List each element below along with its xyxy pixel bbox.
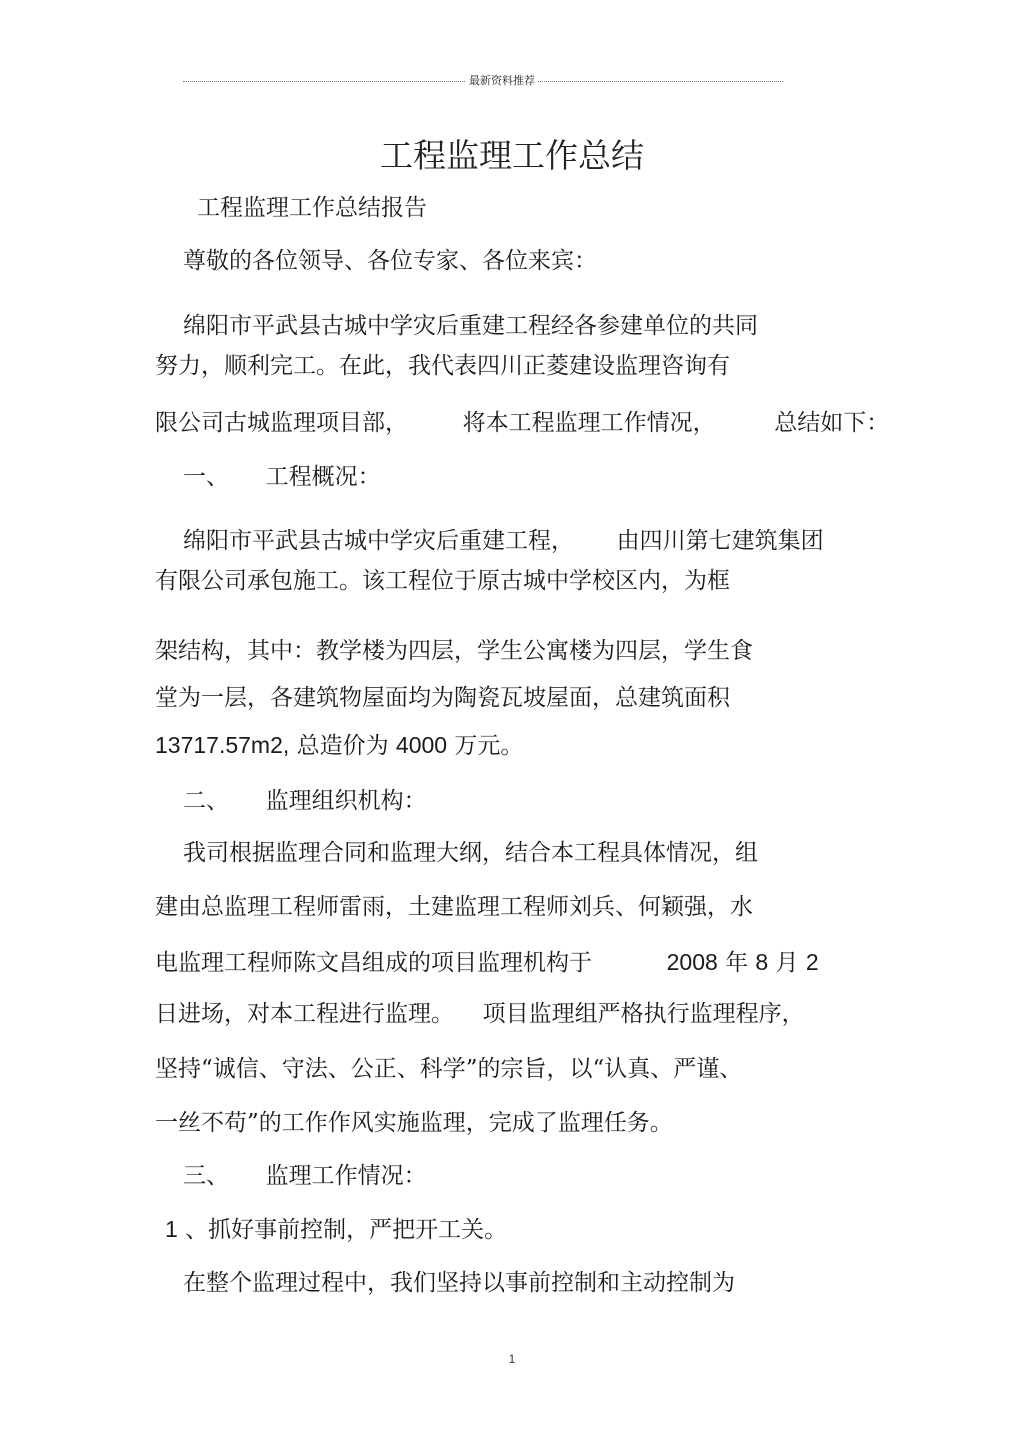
start-year: 2008	[666, 949, 718, 975]
paragraph-line: 在整个监理过程中，我们坚持以事前控制和主动控制为	[183, 1270, 735, 1296]
item-number: 1	[165, 1216, 178, 1242]
text-segment: 电监理工程师陈文昌组成的项目监理机构于	[155, 950, 592, 976]
text-segment: 年	[717, 950, 756, 976]
greeting: 尊敬的各位领导、各位专家、各位来宾：	[183, 248, 597, 274]
paragraph-line	[155, 408, 889, 438]
section-heading-text: 监理工作情况：	[265, 1163, 427, 1189]
document-title: 工程监理工作总结	[380, 136, 644, 175]
section-heading	[183, 462, 381, 492]
section-heading-text: 工程概况：	[265, 464, 381, 490]
section-number: 一、	[183, 464, 229, 490]
header-label: 最新资料推荐	[466, 74, 538, 88]
text-segment: 月	[768, 950, 806, 976]
item-text: 、抓好事前控制，严把开工关。	[177, 1217, 508, 1243]
paragraph-line: 架结构，其中：教学楼为四层，学生公寓楼为四层，学生食	[155, 638, 753, 664]
list-item	[165, 1214, 507, 1245]
section-heading	[183, 786, 427, 816]
paragraph-line: 坚持“诚信、守法、公正、科学”的宗旨，以“认真、严谨、	[155, 1056, 743, 1082]
text-segment: 绵阳市平武县古城中学灾后重建工程，	[183, 528, 574, 554]
section-number: 二、	[183, 788, 229, 814]
paragraph-line	[155, 947, 819, 978]
paragraph-line	[155, 999, 805, 1029]
text-segment: 万元。	[447, 733, 524, 759]
paragraph-line: 建由总监理工程师雷雨，土建监理工程师刘兵、何颖强，水	[155, 894, 753, 920]
text-segment: 将本工程监理工作情况，	[462, 410, 716, 436]
total-cost: 4000	[395, 732, 448, 758]
section-heading	[183, 1161, 427, 1191]
start-month: 8	[755, 949, 769, 975]
section-heading-text: 监理组织机构：	[265, 788, 427, 814]
text-segment: 日进场，对本工程进行监理。	[155, 1001, 454, 1027]
paragraph-line: 一丝不苟”的工作作风实施监理，完成了监理任务。	[155, 1110, 673, 1136]
building-area: 13717.57m2,	[155, 732, 290, 758]
section-number: 三、	[183, 1163, 229, 1189]
text-segment: 限公司古城监理项目部，	[155, 410, 408, 436]
text-segment: 由四川第七建筑集团	[616, 528, 824, 554]
start-day: 2	[805, 949, 819, 975]
paragraph-line: 堂为一层，各建筑物屋面均为陶瓷瓦坡屋面，总建筑面积	[155, 685, 730, 711]
document-subtitle: 工程监理工作总结报告	[197, 195, 427, 221]
text-segment: 项目监理组严格执行监理程序，	[482, 1001, 805, 1027]
paragraph-line	[155, 730, 523, 761]
text-segment: 总结如下：	[774, 410, 890, 436]
paragraph-line: 绵阳市平武县古城中学灾后重建工程经各参建单位的共同	[183, 313, 758, 339]
page-number: 1	[508, 1352, 516, 1366]
text-segment: 总造价为	[289, 733, 396, 759]
paragraph-line	[183, 526, 824, 556]
paragraph-line: 我司根据监理合同和监理大纲，结合本工程具体情况，组	[183, 840, 758, 866]
paragraph-line: 努力，顺利完工。在此，我代表四川正菱建设监理咨询有	[155, 353, 730, 379]
paragraph-line: 有限公司承包施工。该工程位于原古城中学校区内，为框	[155, 568, 730, 594]
